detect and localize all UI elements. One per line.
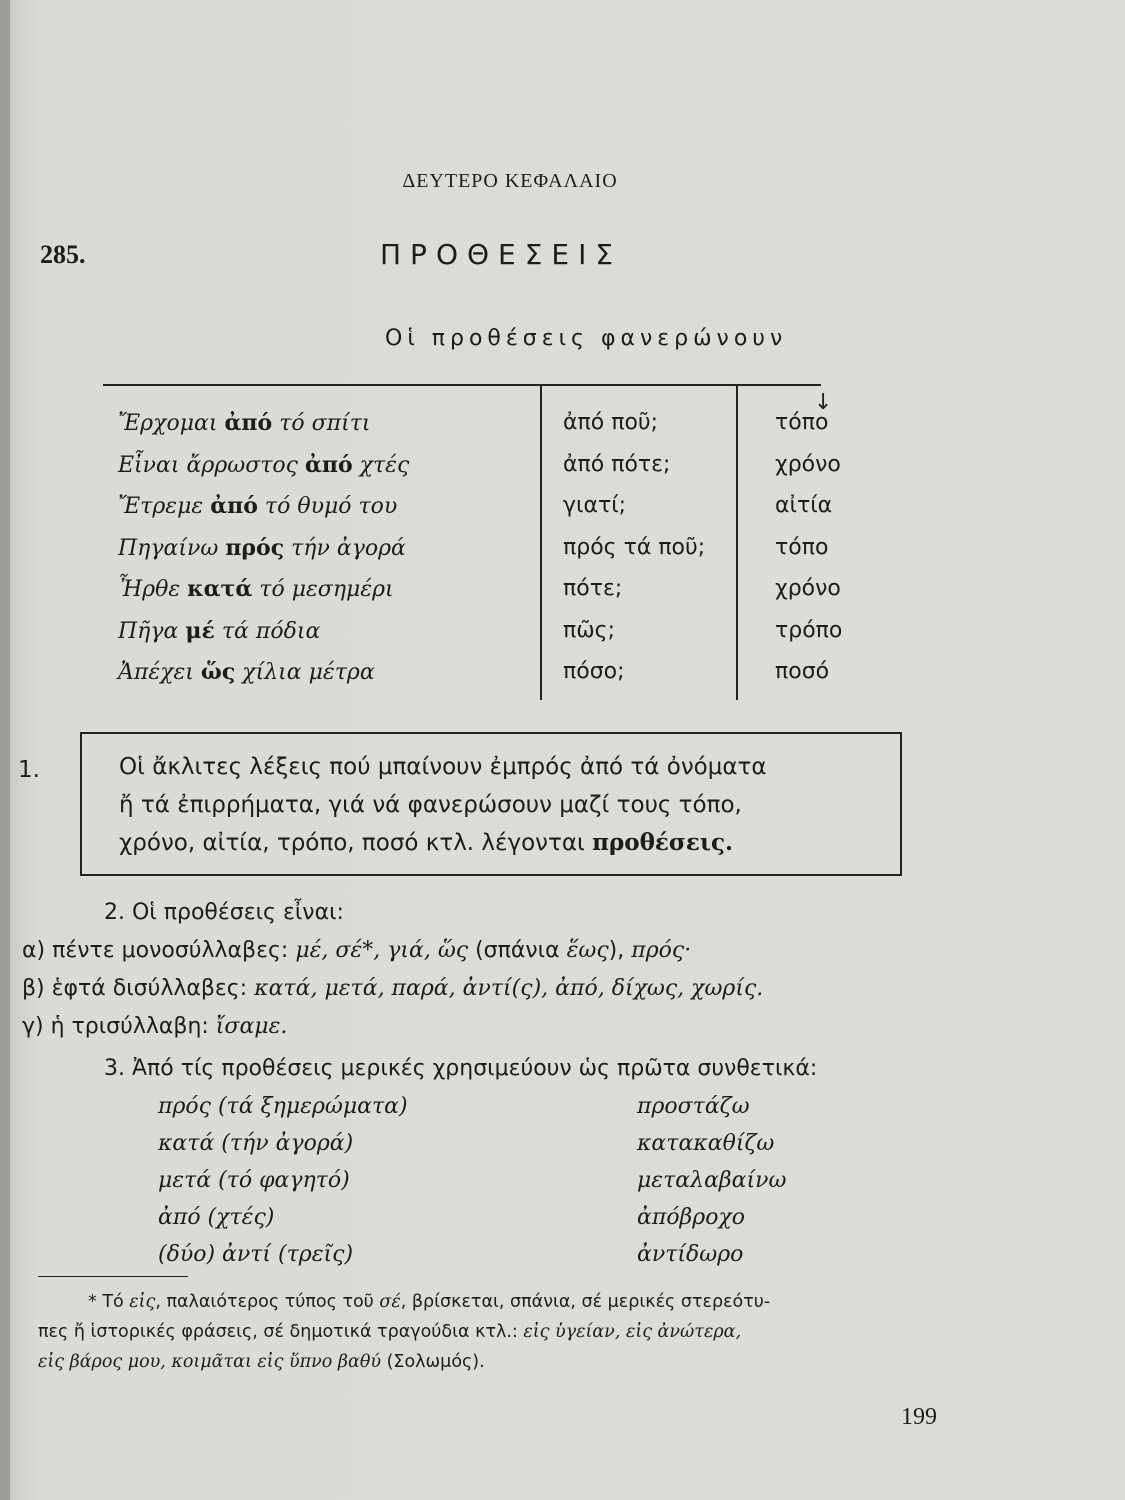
table-row xyxy=(0,486,1125,526)
preposition: κατά xyxy=(187,576,253,602)
question: πρός τά ποῦ; xyxy=(563,534,706,560)
sentence-end: τό θυμό του xyxy=(257,494,398,519)
sentence-end: τό σπίτι xyxy=(272,411,371,436)
example-phrase: κατά (τήν ἀγορά) xyxy=(158,1131,354,1156)
point-2-item-a xyxy=(22,934,691,968)
sentence-start: Πηγαίνω xyxy=(118,535,226,561)
footnote-line xyxy=(38,1348,938,1377)
question: πόσο; xyxy=(563,659,625,684)
sentence-start: Εἶναι ἄρρωστος xyxy=(118,452,305,478)
footnote-text: * Τό xyxy=(88,1292,130,1312)
footnote-source: (Σολωμός). xyxy=(381,1352,485,1372)
example-compound: μεταλαβαίνω xyxy=(637,1168,787,1193)
table-header: Οἱ προθέσεις φανερώνουν xyxy=(385,326,788,351)
meaning: χρόνο xyxy=(775,576,841,601)
preposition: ἀπό xyxy=(210,493,258,519)
footnote-rule xyxy=(38,1276,188,1277)
example-compound: κατακαθίζω xyxy=(637,1131,775,1156)
sentence-end: τήν ἀγορά xyxy=(284,535,406,561)
footnote-text: , παλαιότερος τύπος τοῦ xyxy=(155,1292,380,1312)
example-compound: προστάζω xyxy=(637,1094,750,1119)
point-2-item-b xyxy=(22,972,763,1006)
section-number: 285. xyxy=(40,240,86,269)
example-phrase: (δύο) ἀντί (τρεῖς) xyxy=(158,1242,354,1267)
preposition: πρός xyxy=(225,534,285,561)
definition-number: 1. xyxy=(18,757,40,783)
example-compound: ἀπόβροχο xyxy=(637,1205,746,1230)
definition-box xyxy=(80,732,902,876)
question: γιατί; xyxy=(563,493,627,518)
table-top-rule xyxy=(103,384,821,386)
table-row xyxy=(0,652,1125,692)
preposition: μέ xyxy=(185,617,215,644)
point-2-item-c xyxy=(22,1010,287,1044)
point-3-intro: 3. Ἀπό τίς προθέσεις μερικές χρησιμεύουν ὡς πρῶτα συνθετικά: xyxy=(104,1056,818,1081)
book-spine xyxy=(0,0,10,1500)
example-sentence xyxy=(118,611,320,652)
table-row xyxy=(0,611,1125,651)
item-note-end: ), xyxy=(608,938,632,963)
item-label: α) πέντε μονοσύλλαβες: xyxy=(22,938,296,963)
example-phrase: ἀπό (χτές) xyxy=(158,1205,275,1230)
example-compound: ἀντίδωρο xyxy=(637,1242,744,1267)
footnote-line xyxy=(38,1318,938,1347)
item-label: γ) ἡ τρισύλλαβη: xyxy=(22,1014,216,1039)
definition-line: Οἱ ἄκλιτες λέξεις πού μπαίνουν ἐμπρός ἀπό τά ὀνόματα xyxy=(119,754,767,780)
example-phrase: μετά (τό φαγητό) xyxy=(158,1168,350,1193)
footnote-term: σέ xyxy=(379,1292,401,1312)
item-words: μέ, σέ*, γιά, ὥς xyxy=(295,938,469,963)
preposition: ἀπό xyxy=(304,451,353,478)
example-sentence xyxy=(118,528,406,569)
question: πότε; xyxy=(563,576,623,601)
item-note-word: ἕως xyxy=(566,938,609,963)
footnote-text: πες ἤ ἱστορικές φράσεις, σέ δημοτικά τραγούδια κτλ.: xyxy=(38,1322,524,1342)
item-words: κατά, μετά, παρά, ἀντί(ς), ἀπό, δίχως, χωρίς. xyxy=(254,976,764,1001)
meaning: ποσό xyxy=(775,659,830,684)
meaning: τρόπο xyxy=(775,617,843,643)
table-row xyxy=(0,445,1125,485)
item-note: (σπάνια xyxy=(468,938,567,963)
question: πῶς; xyxy=(563,617,615,643)
point-2-intro: 2. Οἱ προθέσεις εἶναι: xyxy=(104,900,344,925)
sentence-start: Ἔρχομαι xyxy=(118,411,225,436)
example-sentence xyxy=(118,403,371,444)
footnote-line xyxy=(88,1288,938,1317)
item-words: ἴσαμε. xyxy=(215,1014,288,1039)
definition-line xyxy=(119,824,899,862)
sentence-end: χτές xyxy=(352,452,410,478)
sentence-start: Ἔτρεμε xyxy=(118,494,211,519)
question: ἀπό πότε; xyxy=(563,451,671,477)
example-sentence xyxy=(118,652,375,693)
sentence-start: Ἀπέχει xyxy=(118,660,201,685)
item-last-word: πρός· xyxy=(631,938,692,963)
preposition: ἀπό xyxy=(224,410,273,436)
meaning: τόπο xyxy=(775,410,829,435)
preposition: ὥς xyxy=(200,659,236,685)
definition-term: προθέσεις. xyxy=(592,829,733,856)
sentence-start: Πῆγα xyxy=(118,618,186,644)
footnote-example: εἰς ὑγείαν, εἰς ἀνώτερα, xyxy=(523,1322,742,1342)
example-sentence xyxy=(118,486,397,527)
down-arrow-icon: ↓ xyxy=(814,390,833,415)
table-row xyxy=(0,569,1125,609)
page-number: 199 xyxy=(901,1404,937,1430)
section-title: ΠΡΟΘΕΣΕΙΣ xyxy=(380,238,623,271)
footnote-text: , βρίσκεται, σπάνια, σέ μερικές στερεότυ- xyxy=(400,1292,771,1312)
sentence-end: χίλια μέτρα xyxy=(235,660,375,685)
definition-line-text: χρόνο, αἰτία, τρόπο, ποσό κτλ. λέγονται xyxy=(119,830,593,856)
sentence-start: Ἦρθε xyxy=(118,577,188,602)
definition-line: ἤ τά ἐπιρρήματα, γιά νά φανερώσουν μαζί τους τόπο, xyxy=(119,792,742,818)
example-sentence xyxy=(118,445,409,486)
sentence-end: τά πόδια xyxy=(214,618,321,644)
footnote-example: εἰς βάρος μου, κοιμᾶται εἰς ὕπνο βαθύ xyxy=(38,1352,382,1372)
meaning: αἰτία xyxy=(775,493,833,518)
table-row xyxy=(0,403,1125,443)
item-label: β) ἑφτά δισύλλαβες: xyxy=(22,976,255,1001)
question: ἀπό ποῦ; xyxy=(563,410,659,435)
footnote-term: εἰς xyxy=(129,1292,156,1312)
definition-text xyxy=(119,748,899,862)
chapter-heading: ΔΕΥΤΕΡΟ ΚΕΦΑΛΑΙΟ xyxy=(402,170,618,192)
example-phrase: πρός (τά ξημερώματα) xyxy=(158,1094,408,1119)
meaning: χρόνο xyxy=(775,451,841,477)
meaning: τόπο xyxy=(775,534,829,560)
sentence-end: τό μεσημέρι xyxy=(252,577,394,602)
example-sentence xyxy=(118,569,394,610)
table-row xyxy=(0,528,1125,568)
